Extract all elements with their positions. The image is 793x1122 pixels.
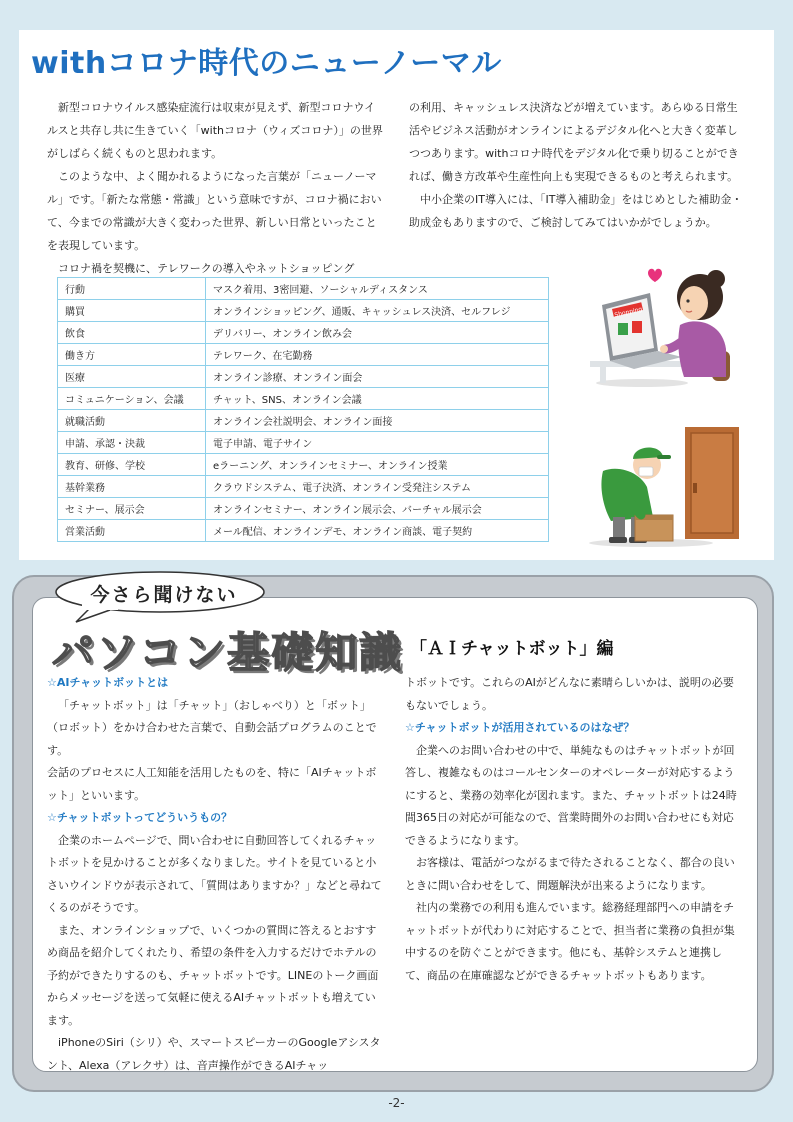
table-row bbox=[58, 432, 549, 454]
page-number: -2- bbox=[388, 1096, 405, 1110]
article-heading: ☆チャットボットってどういうもの？ bbox=[47, 811, 233, 824]
table-row bbox=[58, 520, 549, 542]
table-cell-examples: eラーニング、オンラインセミナー、オンライン授業 bbox=[206, 454, 549, 476]
table-cell-examples: テレワーク、在宅勤務 bbox=[206, 344, 549, 366]
table-row bbox=[58, 344, 549, 366]
table-cell-examples: メール配信、オンラインデモ、オンライン商談、電子契約 bbox=[206, 520, 549, 542]
table-row bbox=[58, 388, 549, 410]
edition-title: 「ＡＩチャットボット」編 bbox=[410, 639, 614, 659]
intro-right-column bbox=[409, 96, 747, 266]
table-cell-category: 購買 bbox=[58, 300, 206, 322]
table-cell-category: コミュニケーション、会議 bbox=[58, 388, 206, 410]
article-paragraph: 「チャットボット」は「チャット」（おしゃべり）と「ボット」（ロボット）をかけ合わせた言葉で、自動会話プログラムのことです。 bbox=[47, 698, 377, 757]
newnormal-section bbox=[19, 30, 774, 560]
table-cell-examples: チャット、SNS、オンライン会議 bbox=[206, 388, 549, 410]
table-cell-category: 申請、承認・決裁 bbox=[58, 432, 206, 454]
article-paragraph: iPhoneのSiri（シリ）や、スマートスピーカーのGoogleアシスタント、Alexa（アレクサ）は、音声操作ができるAIチャッ bbox=[47, 1036, 381, 1072]
table-cell-examples: マスク着用、3密回避、ソーシャルディスタンス bbox=[206, 278, 549, 300]
newnormal-table bbox=[57, 277, 549, 542]
article-paragraph: 企業へのお問い合わせの中で、単純なものはチャットボットが回答し、複雑なものはコールセンターのオペレーターが対応するようにすると、業務の効率化が図れます。また、チャットボットは24時間365日の対応が可能なので、営業時間外のお問い合わせにも対応できるようになります。 bbox=[405, 743, 737, 847]
table-row bbox=[58, 410, 549, 432]
table-cell-examples: オンライン会社説明会、オンライン面接 bbox=[206, 410, 549, 432]
article-heading: ☆AIチャットボットとは bbox=[47, 676, 169, 689]
table-row bbox=[58, 366, 549, 388]
table-cell-category: 営業活動 bbox=[58, 520, 206, 542]
laptop-screen-text: Shopping bbox=[613, 305, 643, 319]
table-cell-category: 基幹業務 bbox=[58, 476, 206, 498]
table-cell-category: 飲食 bbox=[58, 322, 206, 344]
article-paragraph: また、オンラインショップで、いくつかの質問に答えるとおすすめ商品を紹介してくれたり、希望の条件を入力するだけでホテルの予約ができたりするのも、チャットボットです。LINEのトーク画面からメッセージを送って気軽に使えるAIチャットボットも増えています。 bbox=[47, 923, 379, 1027]
table-cell-examples: オンライン診療、オンライン面会 bbox=[206, 366, 549, 388]
table-row bbox=[58, 278, 549, 300]
table-cell-category: 働き方 bbox=[58, 344, 206, 366]
pc-basics-title: パソコン基礎知識 bbox=[52, 628, 404, 677]
table-cell-examples: デリバリー、オンライン飲み会 bbox=[206, 322, 549, 344]
delivery-illustration bbox=[581, 425, 741, 547]
table-row bbox=[58, 498, 549, 520]
section-title: withコロナ時代のニューノーマル bbox=[31, 46, 502, 81]
heart-icon bbox=[648, 269, 662, 282]
table-cell-examples: オンラインセミナー、オンライン展示会、バーチャル展示会 bbox=[206, 498, 549, 520]
article-paragraph: 社内の業務での利用も進んでいます。総務経理部門への申請をチャットボットが代わりに対応することで、担当者に業務の負担が集中するのを防ぐことができます。他にも、基幹システムと連携して、商品の在庫確認などができるチャットボットもあります。 bbox=[405, 901, 735, 982]
online-shopping-illustration bbox=[584, 265, 734, 387]
intro-paragraph: 新型コロナウイルス感染症流行は収束が見えず、新型コロナウイルスと共存し共に生きていく「withコロナ（ウィズコロナ）」の世界がしばらく続くものと思われます。 bbox=[47, 101, 383, 160]
table-cell-category: 医療 bbox=[58, 366, 206, 388]
intro-paragraph: 中小企業のIT導入には、「IT導入補助金」をはじめとした補助金・助成金もありますので、ご検討してみてはいかがでしょうか。 bbox=[409, 193, 743, 229]
table-row bbox=[58, 476, 549, 498]
table-row bbox=[58, 454, 549, 476]
article-paragraph: 企業のホームページで、問い合わせに自動回答してくれるチャットボットを見かけることが多くなりました。サイトを見ていると小さいウインドウが表示されて、「質問はありますか？」などと尋ねてくるのがそうです。 bbox=[47, 833, 382, 914]
article-paragraph: 会話のプロセスに人工知能を活用したものを、特に「AIチャットボット」といいます。 bbox=[47, 766, 377, 802]
intro-paragraph: コロナ禍を契機に、テレワークの導入やネットショッピング bbox=[58, 262, 355, 275]
article-right-column bbox=[405, 672, 743, 987]
intro-paragraph: このような中、よく聞かれるようになった言葉が「ニューノーマル」です。「新たな常態・常識」という意味ですが、コロナ禍において、今までの常識が大きく変わった世界、新しい日常といったことを表現しています。 bbox=[47, 170, 382, 252]
table-cell-examples: クラウドシステム、電子決済、オンライン受発注システム bbox=[206, 476, 549, 498]
table-cell-category: 就職活動 bbox=[58, 410, 206, 432]
table-cell-category: 行動 bbox=[58, 278, 206, 300]
article-paragraph: お客様は、電話がつながるまで待たされることなく、都合の良いときに問い合わせをして、問題解決が出来るようになります。 bbox=[405, 856, 735, 892]
table-cell-examples: オンラインショッピング、通販、キャッシュレス決済、セルフレジ bbox=[206, 300, 549, 322]
table-cell-category: セミナー、展示会 bbox=[58, 498, 206, 520]
article-heading: ☆チャットボットが活用されているのはなぜ？ bbox=[405, 721, 635, 734]
intro-left-column bbox=[47, 96, 385, 275]
intro-paragraph: の利用、キャッシュレス決済などが増えています。あらゆる日常生活やビジネス活動がオンラインによるデジタル化へと大きく変革しつつあります。withコロナ時代をデジタル化で乗り切ることができれば、働き方改革や生産性向上も実現できるものと考えられます。 bbox=[409, 101, 739, 183]
table-cell-examples: 電子申請、電子サイン bbox=[206, 432, 549, 454]
table-cell-category: 教育、研修、学校 bbox=[58, 454, 206, 476]
intro-columns bbox=[47, 96, 747, 275]
table-row bbox=[58, 322, 549, 344]
article-paragraph: トボットです。これらのAIがどんなに素晴らしいかは、説明の必要もないでしょう。 bbox=[405, 676, 734, 712]
table-row bbox=[58, 300, 549, 322]
bubble-text: 今さら聞けない bbox=[90, 584, 238, 606]
article-left-column bbox=[47, 672, 385, 1077]
